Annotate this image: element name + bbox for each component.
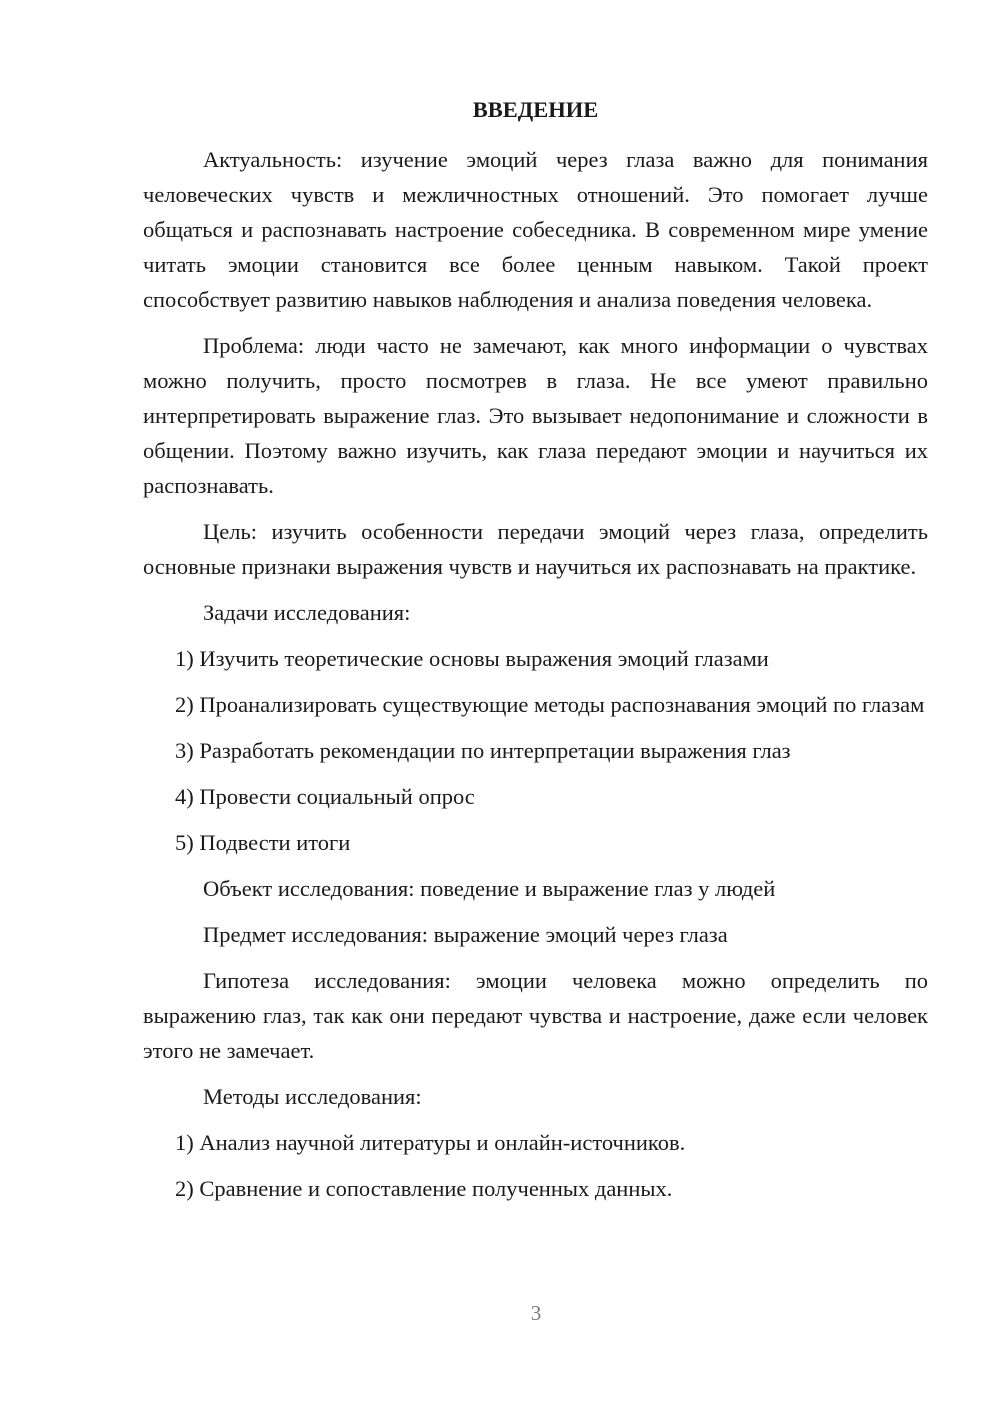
goal-paragraph: Цель: изучить особенности передачи эмоций через глаза, определить основные признаки выражения чувств и научиться их распознавать на практике.: [143, 519, 928, 579]
task-item: 4) Провести социальный опрос: [175, 784, 475, 809]
page-number: 3: [530, 1301, 542, 1325]
hypothesis-paragraph: Гипотеза исследования: эмоции человека можно определить по выражению глаз, так как они передают чувства и настроение, даже если человек этого не замечает.: [143, 968, 928, 1063]
method-item: 1) Анализ научной литературы и онлайн-источников.: [175, 1130, 686, 1155]
task-item: 3) Разработать рекомендации по интерпретации выражения глаз: [175, 738, 791, 763]
subject-paragraph: Предмет исследования: выражение эмоций через глаза: [203, 922, 728, 947]
tasks-heading: Задачи исследования:: [203, 600, 411, 625]
task-item: 2) Проанализировать существующие методы распознавания эмоций по глазам: [175, 692, 925, 717]
method-item: 2) Сравнение и сопоставление полученных данных.: [175, 1176, 673, 1201]
problem-paragraph: Проблема: люди часто не замечают, как много информации о чувствах можно получить, просто посмотрев в глаза. Не все умеют правильно интерпретировать выражение глаз. Это вызывает недопонимание и сложности в общении. Поэтому важно изучить, как глаза передают эмоции и научиться их распознавать.: [143, 333, 928, 498]
task-item: 5) Подвести итоги: [175, 830, 351, 855]
section-title: ВВЕДЕНИЕ: [472, 97, 599, 122]
relevance-paragraph: Актуальность: изучение эмоций через глаза важно для понимания человеческих чувств и межличностных отношений. Это помогает лучше общаться и распознавать настроение собеседника. В современном мире умение читать эмоции становится все более ценным навыком. Такой проект способствует развитию навыков наблюдения и анализа поведения человека.: [143, 147, 928, 312]
document-page: [143, 92, 928, 1217]
task-item: 1) Изучить теоретические основы выражения эмоций глазами: [175, 646, 769, 671]
methods-heading: Методы исследования:: [203, 1084, 422, 1109]
object-paragraph: Объект исследования: поведение и выражение глаз у людей: [203, 876, 776, 901]
